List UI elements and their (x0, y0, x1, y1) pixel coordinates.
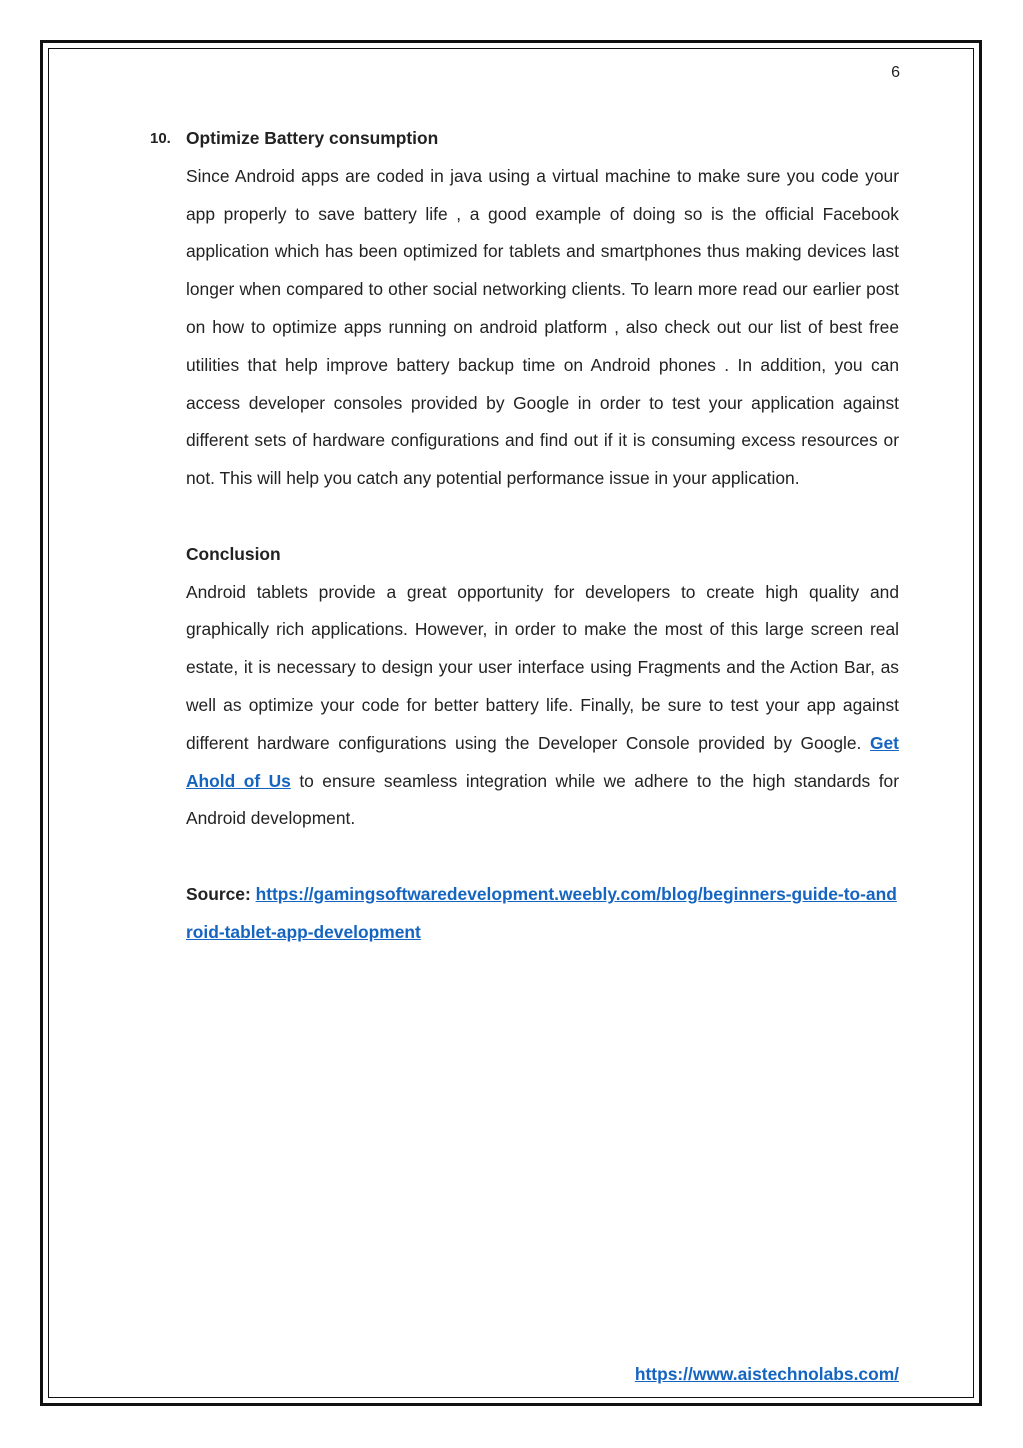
source-line (186, 876, 899, 952)
document-body (150, 120, 899, 952)
conclusion-paragraph (186, 574, 899, 839)
spacer (186, 838, 899, 876)
conclusion-text-after-link: to ensure seamless integration while we adhere to the high standards for Android development. (186, 770, 899, 829)
page-number: 6 (891, 64, 900, 81)
spacer (186, 498, 899, 536)
conclusion-text-before-link: Android tablets provide a great opportunity for developers to create high quality and graphically rich applications. However, in order to make the most of this large screen real estate, it is necessary to design your user interface using Fragments and the Action Bar, as well as optimize your code for better battery life. Finally, be sure to test your app against different hardware configurations using the Developer Console provided by Google. (186, 581, 899, 753)
section-10-paragraph: Since Android apps are coded in java using a virtual machine to make sure you code your app properly to save battery life , a good example of doing so is the official Facebook application which has been optimized for tablets and smartphones thus making devices last longer when compared to other social networking clients. To learn more read our earlier post on how to optimize apps running on android platform , also check out our list of best free utilities that help improve battery backup time on Android phones . In addition, you can access developer consoles provided by Google in order to test your application against different sets of hardware configurations and find out if it is consuming excess resources or not. This will help you catch any potential performance issue in your application. (186, 165, 899, 489)
conclusion-heading: Conclusion (186, 543, 281, 564)
section-10-heading (150, 120, 899, 158)
section-10-title: Optimize Battery consumption (186, 128, 439, 148)
source-label: Source: (186, 883, 251, 904)
get-ahold-of-us-link[interactable]: Get Ahold of Us (186, 732, 899, 791)
section-10-number: 10. (150, 130, 171, 147)
source-url-link[interactable]: https://gamingsoftwaredevelopment.weebly.com/blog/beginners-guide-to-android-tablet-app-development (186, 883, 897, 942)
footer-website-link[interactable]: https://www.aistechnolabs.com/ (634, 1364, 899, 1384)
